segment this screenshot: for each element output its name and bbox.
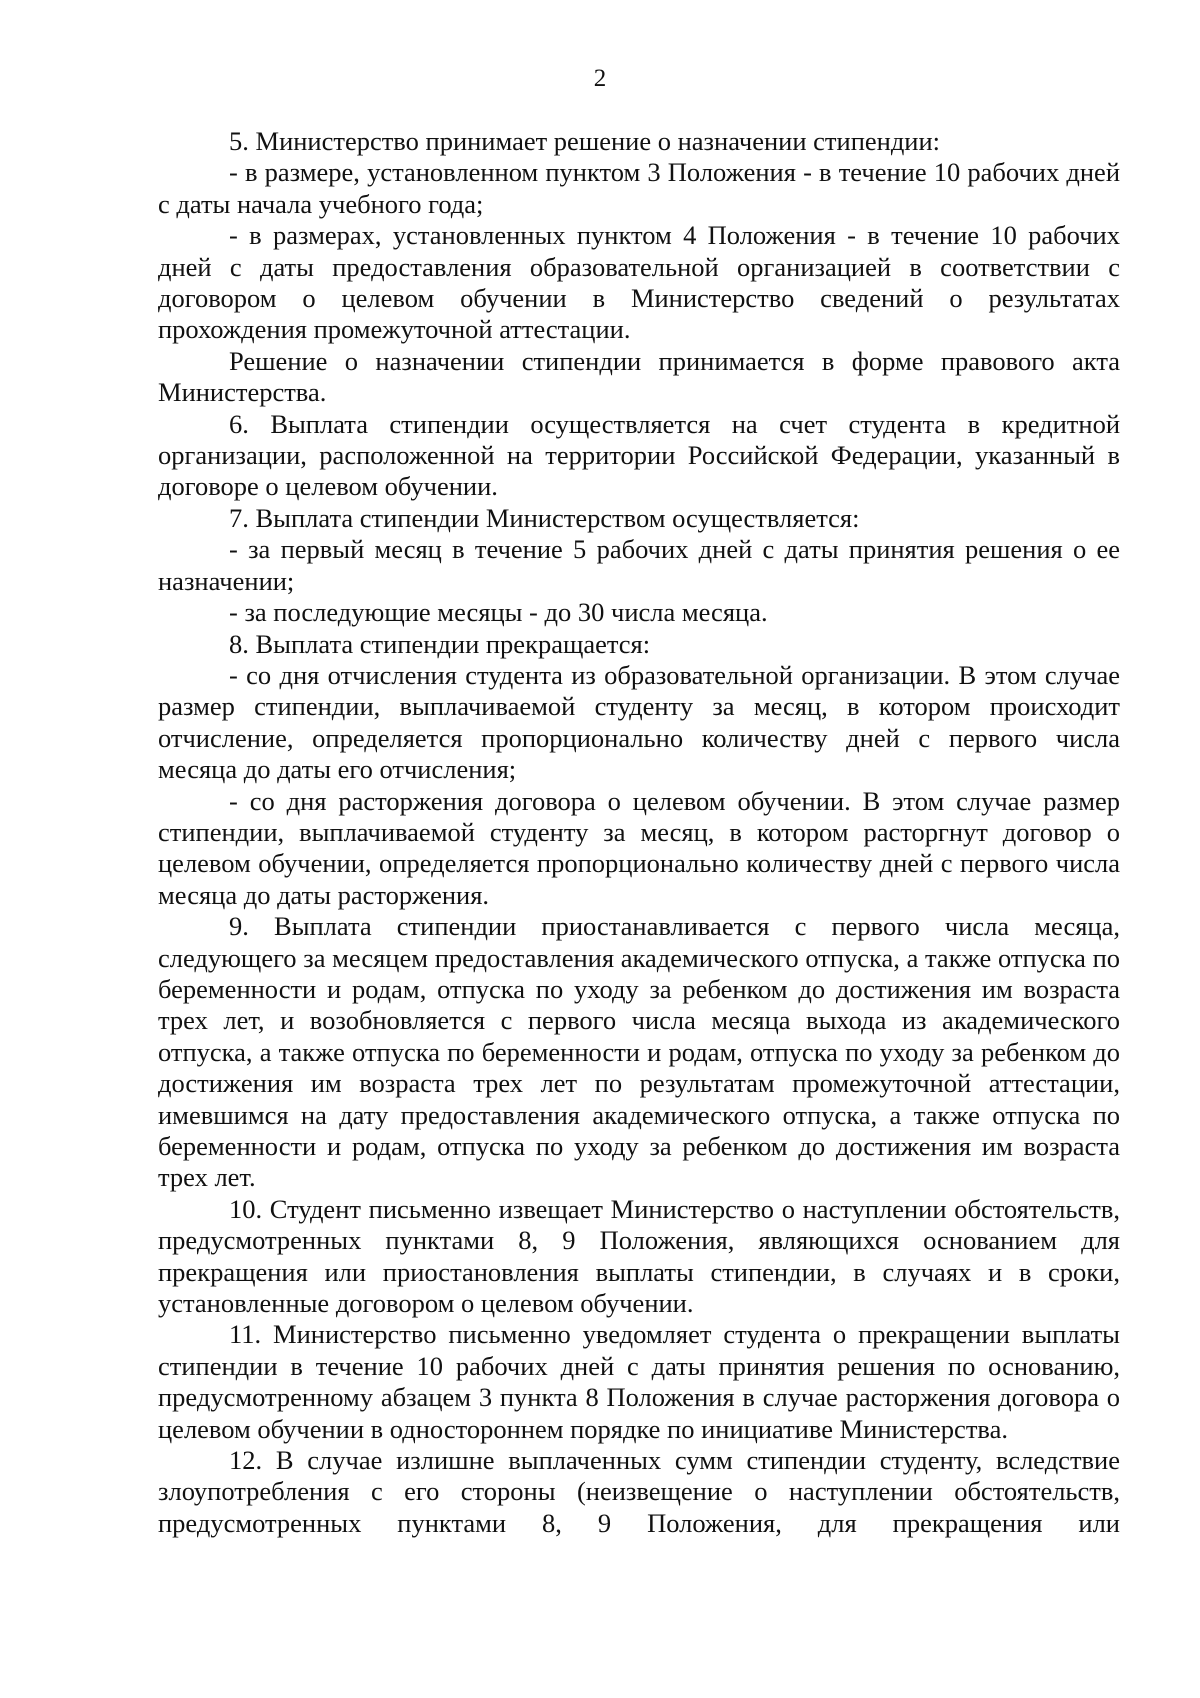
paragraph-8: 8. Выплата стипендии прекращается: xyxy=(229,628,651,659)
paragraph-5-decision: Решение о назначении стипендии принимается в форме правового акта Министерства. xyxy=(158,345,1120,408)
paragraph-6: 6. Выплата стипендии осуществляется на счет студента в кредитной организации, расположенной на территории Российской Федерации, указанный в договоре о целевом обучении. xyxy=(158,408,1120,502)
paragraph-11: 11. Министерство письменно уведомляет студента о прекращении выплаты стипендии в течение 10 рабочих дней с даты принятия решения по основанию, предусмотренному абзацем 3 пункта 8 Положения в случае расторжения договора о целевом обучении в одностороннем порядке по инициативе Министерства. xyxy=(158,1319,1120,1444)
paragraph-7-item-2: - за последующие месяцы - до 30 числа месяца. xyxy=(229,597,768,628)
paragraph-12: 12. В случае излишне выплаченных сумм стипендии студенту, вследствие злоупотребления с его стороны (неизвещение о наступлении обстоятельств, предусмотренных пунктами 8, 9 Положения, для прекращения или xyxy=(158,1445,1120,1538)
paragraph-5-item-2: - в размерах, установленных пунктом 4 Положения - в течение 10 рабочих дней с даты предоставления образовательной организацией в соответствии с договором о целевом обучении в Министерство сведений о результатах прохождения промежуточной аттестации. xyxy=(158,220,1120,345)
document-body xyxy=(158,126,1120,1539)
paragraph-7-item-1: - за первый месяц в течение 5 рабочих дней с даты принятия решения о ее назначении; xyxy=(158,534,1120,596)
paragraph-8-item-1: - со дня отчисления студента из образовательной организации. В этом случае размер стипендии, выплачиваемой студенту за месяц, в котором происходит отчисление, определяется пропорционально количеству дней с первого числа месяца до даты его отчисления; xyxy=(158,659,1120,785)
paragraph-9: 9. Выплата стипендии приостанавливается с первого числа месяца, следующего за месяцем предоставления академического отпуска, а также отпуска по беременности и родам, отпуска по уходу за ребенком до достижения им возраста трех лет, и возобновляется с первого числа месяца выхода из академического отпуска, а также отпуска по беременности и родам, отпуска по уходу за ребенком до достижения им возраста трех лет по результатам промежуточной аттестации, имевшимся на дату предоставления академического отпуска, а также отпуска по беременности и родам, отпуска по уходу за ребенком до достижения им возраста трех лет. xyxy=(158,911,1120,1193)
paragraph-5: 5. Министерство принимает решение о назначении стипендии: xyxy=(229,126,941,156)
paragraph-7: 7. Выплата стипендии Министерством осуществляется: xyxy=(229,502,860,533)
paragraph-10: 10. Студент письменно извещает Министерство о наступлении обстоятельств, предусмотренных пунктами 8, 9 Положения, являющихся основанием для прекращения или приостановления выплаты стипендии, в случаях и в сроки, установленные договором о целевом обучении. xyxy=(158,1193,1120,1319)
paragraph-8-item-2: - со дня расторжения договора о целевом обучении. В этом случае размер стипендии, выплачиваемой студенту за месяц, в котором расторгнут договор о целевом обучении, определяется пропорционально количеству дней с первого числа месяца до даты расторжения. xyxy=(158,785,1120,910)
paragraph-5-item-1: - в размере, установленном пунктом 3 Положения - в течение 10 рабочих дней с даты начала учебного года; xyxy=(158,157,1120,219)
page-number: 2 xyxy=(593,65,607,92)
